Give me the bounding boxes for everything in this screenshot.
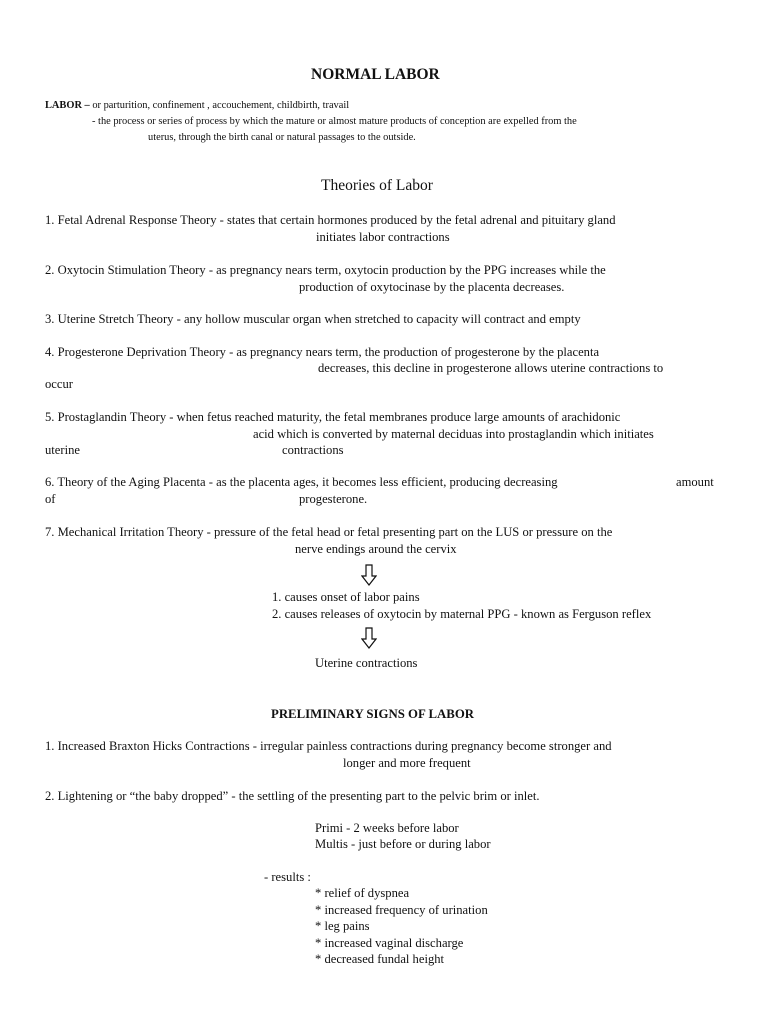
page-title: NORMAL LABOR xyxy=(311,66,440,83)
theory-item-3: 3. Uterine Stretch Theory - any hollow muscular organ when stretched to capacity will contract and empty xyxy=(45,312,581,326)
results-label: - results : xyxy=(264,870,311,884)
theories-heading: Theories of Labor xyxy=(321,177,433,194)
theory-item-7: 7. Mechanical Irritation Theory - pressure of the fetal head or fetal presenting part on the LUS or pressure on the xyxy=(45,525,613,539)
sign-item-1: 1. Increased Braxton Hicks Contractions - irregular painless contractions during pregnancy become stronger and xyxy=(45,739,612,753)
preliminary-signs-heading: PRELIMINARY SIGNS OF LABOR xyxy=(271,707,475,721)
theory-item-6-cont: amount xyxy=(676,475,714,489)
down-arrow-icon xyxy=(361,627,377,649)
theory-item-4-cont-2: occur xyxy=(45,377,73,391)
theory-item-2-cont: production of oxytocinase by the placenta decreases. xyxy=(299,280,565,294)
labor-term: LABOR – xyxy=(45,100,90,111)
theory-item-5-cont-2: uterine xyxy=(45,443,80,457)
theory-item-1: 1. Fetal Adrenal Response Theory - states that certain hormones produced by the fetal adrenal and pituitary gland xyxy=(45,213,616,227)
theory-item-6: 6. Theory of the Aging Placenta - as the placenta ages, it becomes less efficient, producing decreasing xyxy=(45,475,558,489)
uterine-contractions-result: Uterine contractions xyxy=(315,656,418,670)
labor-definition-text: - the process or series of process by which the mature or almost mature products of conception are expelled from the xyxy=(92,116,577,127)
multis-line: Multis - just before or during labor xyxy=(315,837,491,851)
sign-item-1-cont: longer and more frequent xyxy=(343,756,471,770)
theory-item-5-cont: acid which is converted by maternal deciduas into prostaglandin which initiates xyxy=(253,427,654,441)
primi-line: Primi - 2 weeks before labor xyxy=(315,821,459,835)
result-item: * leg pains xyxy=(315,919,370,933)
labor-definition-text-cont: uterus, through the birth canal or natural passages to the outside. xyxy=(148,132,416,143)
labor-synonyms: or parturition, confinement , accouchement, childbirth, travail xyxy=(89,100,350,111)
sign-item-2: 2. Lightening or “the baby dropped” - the settling of the presenting part to the pelvic brim or inlet. xyxy=(45,789,540,803)
theory-item-4: 4. Progesterone Deprivation Theory - as pregnancy nears term, the production of progesterone by the placenta xyxy=(45,345,600,359)
theory-item-2: 2. Oxytocin Stimulation Theory - as pregnancy nears term, oxytocin production by the PPG increases while the xyxy=(45,263,606,277)
effect-item-2: 2. causes releases of oxytocin by maternal PPG - known as Ferguson reflex xyxy=(272,607,652,621)
result-item: * increased vaginal discharge xyxy=(315,936,464,950)
effect-item-1: 1. causes onset of labor pains xyxy=(272,590,420,604)
theory-item-5-cont-3: contractions xyxy=(282,443,344,457)
theory-item-6-cont-2: of xyxy=(45,492,56,506)
theory-item-7-cont: nerve endings around the cervix xyxy=(295,542,457,556)
theory-item-4-cont: decreases, this decline in progesterone allows uterine contractions to xyxy=(318,361,664,375)
result-item: * relief of dyspnea xyxy=(315,886,410,900)
theory-item-1-cont: initiates labor contractions xyxy=(316,230,450,244)
labor-definition-line xyxy=(45,99,349,113)
result-item: * decreased fundal height xyxy=(315,952,445,966)
down-arrow-icon xyxy=(361,564,377,586)
theory-item-6-cont-3: progesterone. xyxy=(299,492,368,506)
theory-item-5: 5. Prostaglandin Theory - when fetus reached maturity, the fetal membranes produce large amounts of arachidonic xyxy=(45,410,621,424)
result-item: * increased frequency of urination xyxy=(315,903,488,917)
